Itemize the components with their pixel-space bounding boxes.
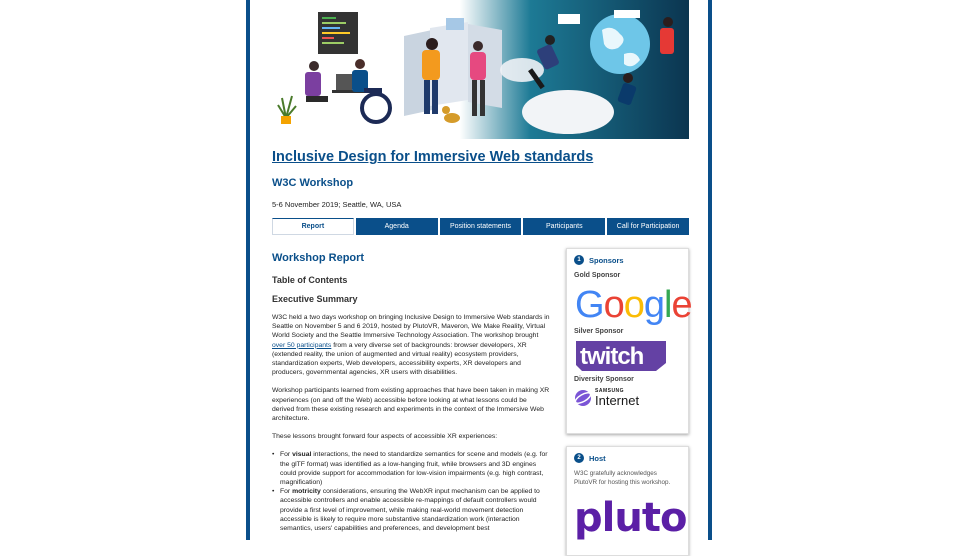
bullet-text: considerations, ensuring the WebXR input mechanism can be applied to accessible controllers and enable accessible re-mappings of default controllers would provide a first level of improvement, while making real-world movement detection accessible is likely to require more substantive standardization work (interaction semantics, users' capabilities and preferences, and development best <box>280 488 540 533</box>
page-subtitle: W3C Workshop <box>272 177 354 189</box>
nav-tab-agenda[interactable]: Agenda <box>356 218 438 235</box>
report-heading: Workshop Report <box>272 252 365 264</box>
host-box <box>566 446 689 556</box>
sponsors-title: Sponsors <box>589 255 624 265</box>
pluto-logo[interactable] <box>574 491 687 541</box>
bullet-text: For <box>280 451 293 459</box>
list-item <box>272 450 550 487</box>
executive-summary-heading: Executive Summary <box>272 294 358 304</box>
bullet-text: interactions, the need to standardize semantics for scene and models (e.g. for the glTF format) was identified as a low-hanging fruit, while browsers and 3D engines could provide support for accommodation for low-vision impairments (e.g. high contrast, magnification) <box>280 451 548 487</box>
silver-sponsor-label: Silver Sponsor <box>574 328 624 335</box>
nav-tab-call-for-participation[interactable]: Call for Participation <box>607 218 689 235</box>
svg-text:pluto: pluto <box>574 495 687 541</box>
summary-paragraph-2: Workshop participants learned from existing approaches that have been taken in making XR experiences (on and off the Web) accessible before looking at what lessons could be derived from these existing research and experiments in the context of the Immersive Web architecture. <box>272 387 550 423</box>
samsung-internet-icon <box>574 389 592 407</box>
nav-tab-position-statements[interactable]: Position statements <box>440 218 522 235</box>
toc-heading: Table of Contents <box>272 275 348 285</box>
twitch-logo[interactable] <box>574 339 681 373</box>
host-acknowledgement: W3C gratefully acknowledges PlutoVR for hosting this workshop. <box>574 470 671 486</box>
participants-link[interactable]: over 50 participants <box>272 341 332 349</box>
sponsors-header <box>574 255 681 265</box>
page-container <box>250 0 708 540</box>
main-nav <box>272 218 689 235</box>
nav-tab-participants[interactable]: Participants <box>523 218 605 235</box>
summary-paragraph-1 <box>272 313 550 377</box>
gold-sponsor-label: Gold Sponsor <box>574 272 621 279</box>
aspects-list <box>272 450 550 533</box>
summary-paragraph-3: These lessons brought forward four aspects of accessible XR experiences: <box>272 433 498 441</box>
summary-text: from a very diverse set of backgrounds: browser developers, XR (extended reality, the union of augmented and virtual reality) ecosystem providers, standardization experts, Web developers, accessibility experts, XR developers and producers, governmental agencies, XR users with disabilities. <box>272 341 527 377</box>
svg-text:Google: Google <box>575 284 692 326</box>
samsung-internet-logo[interactable] <box>574 387 681 409</box>
page-title[interactable]: Inclusive Design for Immersive Web standards <box>272 149 594 165</box>
section-number-badge: 2 <box>574 453 584 463</box>
samsung-wordmark-bottom: Internet <box>595 393 640 408</box>
event-dateline: 5-6 November 2019; Seattle, WA, USA <box>272 200 402 209</box>
host-header <box>574 453 681 463</box>
bullet-keyword: motricity <box>292 488 321 496</box>
samsung-wordmark-top: SAMSUNG <box>595 388 625 394</box>
bullet-text: For <box>280 488 293 496</box>
nav-tab-report[interactable]: Report <box>272 218 354 235</box>
main-content <box>272 252 550 533</box>
hero-illustration <box>272 0 689 139</box>
diversity-sponsor-label: Diversity Sponsor <box>574 376 634 383</box>
page-frame-right <box>708 0 712 540</box>
bullet-keyword: visual <box>292 451 312 459</box>
samsung-internet-wordmark <box>595 389 639 407</box>
svg-text:twitch: twitch <box>580 343 644 370</box>
section-number-badge: 1 <box>574 255 584 265</box>
host-title: Host <box>589 453 606 463</box>
list-item <box>272 487 550 533</box>
sponsors-box <box>566 248 692 434</box>
google-logo[interactable] <box>574 283 692 326</box>
summary-text: W3C held a two days workshop on bringing Inclusive Design to Immersive Web standards in Seattle on November 5 and 6 2019, hosted by PlutoVR, Maveron, We Make Reality, Virtual World Society and the Seattle Immersive Technology Association. The workshop brought <box>272 314 550 340</box>
